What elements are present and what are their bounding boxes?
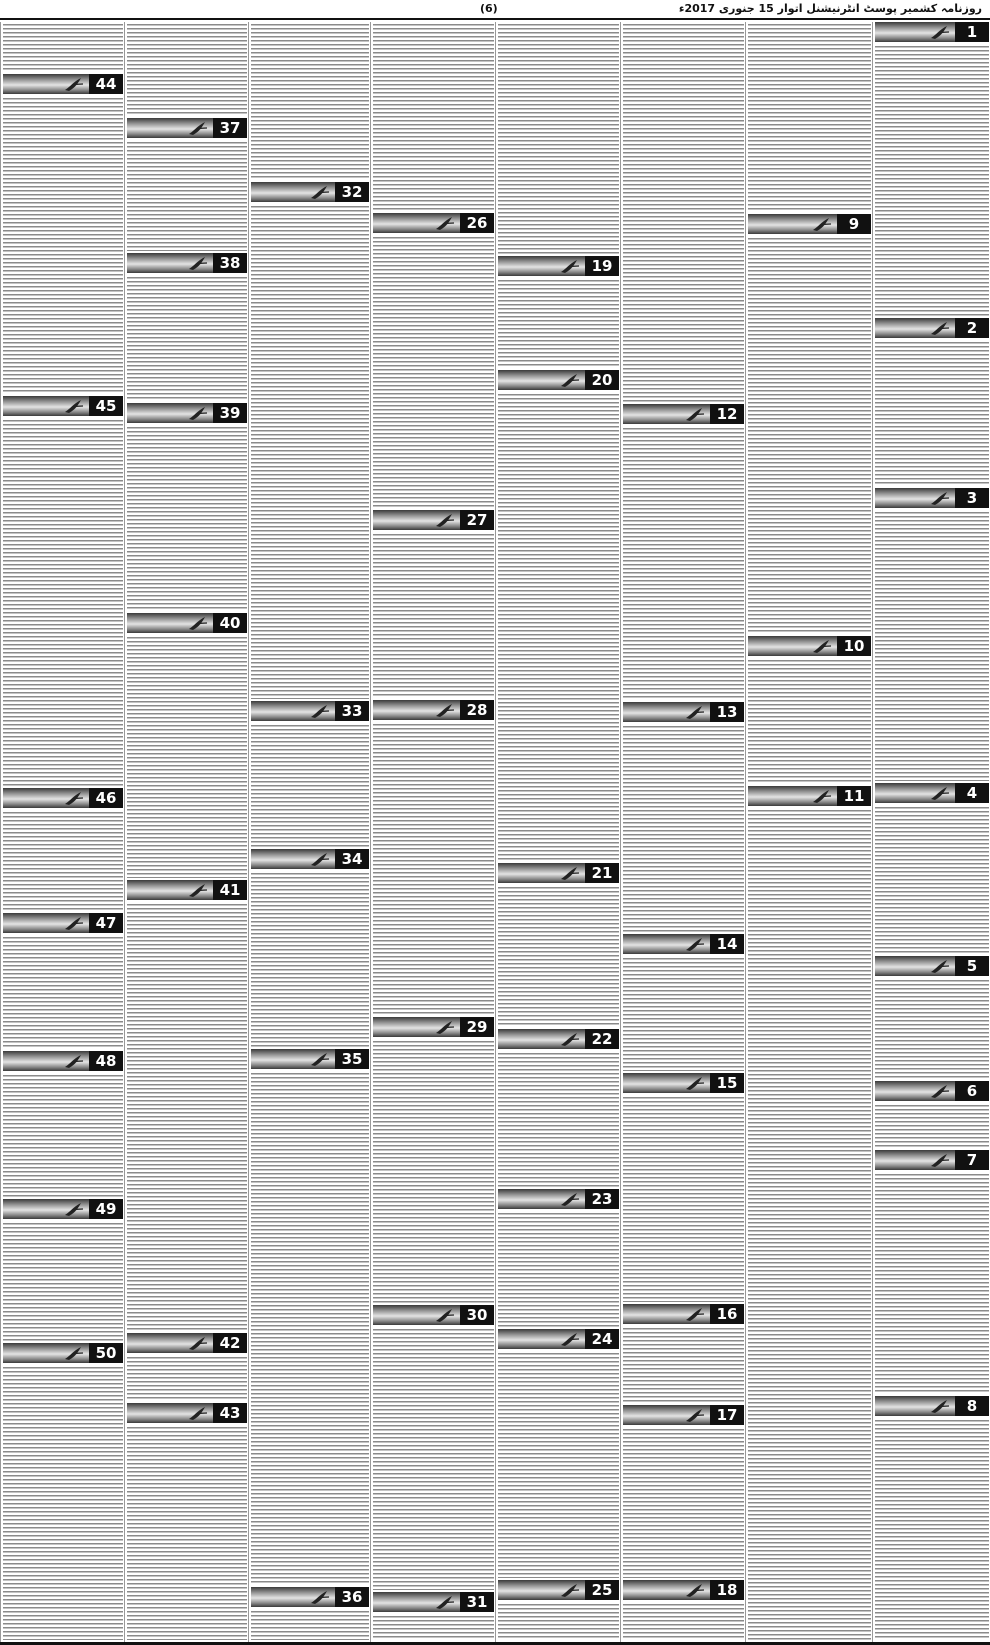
item-number: 12 [710,404,744,424]
item-header-bar [875,318,989,338]
item-number: 31 [460,1592,494,1612]
news-text-lines [251,1611,369,1640]
column-lead-text [498,22,619,256]
news-text-lines [251,24,369,180]
news-item [498,863,619,1029]
item-number: 2 [955,318,989,338]
leaf-icon [559,864,581,882]
news-item [127,613,247,880]
item-header-bar [127,118,247,138]
news-item [623,1304,744,1405]
news-item [875,1396,989,1642]
leaf-icon [309,850,331,868]
news-item [3,788,123,913]
item-number: 30 [460,1305,494,1325]
item-header-bar [3,913,123,933]
news-text-lines [127,904,247,1331]
page-number: (6) [480,2,498,15]
news-item [498,1029,619,1189]
news-text-lines [373,1616,494,1640]
news-text-lines [251,873,369,1047]
item-number: 9 [837,214,871,234]
item-header-bar [748,214,871,234]
leaf-icon [929,489,951,507]
leaf-icon [187,1404,209,1422]
leaf-icon [434,701,456,719]
news-text-lines [623,24,744,402]
item-number: 14 [710,934,744,954]
item-number: 21 [585,863,619,883]
news-text-lines [498,1604,619,1640]
leaf-icon [929,784,951,802]
news-text-lines [251,725,369,847]
leaf-icon [63,75,85,93]
leaf-icon [684,1305,706,1323]
item-number: 16 [710,1304,744,1324]
news-text-lines [3,1075,123,1197]
item-header-bar [875,22,989,42]
news-item [3,913,123,1051]
item-number: 4 [955,783,989,803]
news-text-lines [748,810,871,1640]
leaf-icon [929,1082,951,1100]
item-header-bar [373,700,494,720]
item-number: 19 [585,256,619,276]
item-header-bar [498,1029,619,1049]
item-number: 29 [460,1017,494,1037]
item-number: 17 [710,1405,744,1425]
item-header-bar [127,880,247,900]
item-number: 37 [213,118,247,138]
news-text-lines [875,1420,989,1640]
item-number: 20 [585,370,619,390]
item-number: 22 [585,1029,619,1049]
news-text-lines [498,1213,619,1327]
news-item [251,1049,369,1587]
news-text-lines [875,512,989,781]
leaf-icon [559,371,581,389]
news-item [748,214,871,636]
news-item [373,213,494,510]
news-item [373,1592,494,1642]
news-item [127,118,247,253]
news-item [373,1017,494,1305]
item-number: 26 [460,213,494,233]
news-item [127,880,247,1333]
news-item [875,318,989,488]
news-text-lines [623,1097,744,1302]
news-item [251,849,369,1049]
item-header-bar [127,613,247,633]
leaf-icon [63,1344,85,1362]
item-number: 39 [213,403,247,423]
item-number: 28 [460,700,494,720]
column-7 [124,22,249,1642]
column-lead-text [251,22,369,182]
leaf-icon [684,1406,706,1424]
news-text-lines [498,24,619,254]
column-lead-text [127,22,247,118]
leaf-icon [63,397,85,415]
column-lead-text [623,22,744,404]
leaf-icon [811,787,833,805]
item-header-bar [3,1051,123,1071]
item-number: 33 [335,701,369,721]
column-lead-text [373,22,494,213]
news-text-lines [875,807,989,954]
item-header-bar [498,370,619,390]
item-header-bar [251,182,369,202]
item-header-bar [875,1150,989,1170]
item-number: 13 [710,702,744,722]
item-header-bar [623,1073,744,1093]
leaf-icon [684,703,706,721]
leaf-icon [559,1330,581,1348]
item-header-bar [3,1343,123,1363]
item-header-bar [748,786,871,806]
news-text-lines [3,812,123,911]
leaf-icon [434,1018,456,1036]
item-number: 3 [955,488,989,508]
column-8 [0,22,125,1642]
item-header-bar [3,788,123,808]
leaf-icon [309,702,331,720]
leaf-icon [63,914,85,932]
item-number: 34 [335,849,369,869]
item-number: 43 [213,1403,247,1423]
news-item [127,253,247,403]
news-text-lines [875,1174,989,1394]
column-5 [370,22,496,1642]
news-item [3,1051,123,1199]
leaf-icon [434,214,456,232]
column-1 [872,22,990,1642]
item-number: 38 [213,253,247,273]
item-number: 11 [837,786,871,806]
leaf-icon [63,1200,85,1218]
news-item [623,404,744,702]
news-text-lines [875,980,989,1079]
news-text-lines [373,1041,494,1303]
news-text-lines [875,1105,989,1148]
item-header-bar [875,956,989,976]
news-item [748,786,871,1642]
news-item [498,370,619,863]
news-item [373,510,494,700]
news-item [251,182,369,701]
leaf-icon [187,614,209,632]
news-item [875,783,989,956]
item-number: 8 [955,1396,989,1416]
news-item [623,934,744,1073]
page-header [0,0,990,20]
news-text-lines [623,1328,744,1403]
news-item [3,1199,123,1343]
item-header-bar [623,1405,744,1425]
item-header-bar [127,253,247,273]
leaf-icon [684,405,706,423]
item-header-bar [875,488,989,508]
item-number: 36 [335,1587,369,1607]
leaf-icon [434,1593,456,1611]
news-item [373,1305,494,1592]
news-item [498,1189,619,1329]
item-header-bar [875,1081,989,1101]
column-3 [620,22,746,1642]
item-header-bar [498,863,619,883]
leaf-icon [684,935,706,953]
news-item [623,702,744,934]
item-header-bar [251,1049,369,1069]
news-text-lines [623,958,744,1071]
leaf-icon [309,1050,331,1068]
item-number: 23 [585,1189,619,1209]
news-item [251,701,369,849]
item-header-bar [373,1592,494,1612]
leaf-icon [187,1334,209,1352]
news-item [498,1329,619,1580]
item-number: 5 [955,956,989,976]
leaf-icon [929,1397,951,1415]
leaf-icon [559,1581,581,1599]
item-number: 48 [89,1051,123,1071]
item-header-bar [373,1017,494,1037]
item-header-bar [373,1305,494,1325]
item-header-bar [251,1587,369,1607]
news-text-lines [748,238,871,634]
news-text-lines [251,1073,369,1585]
leaf-icon [187,404,209,422]
news-text-lines [373,534,494,698]
news-text-lines [127,1427,247,1640]
leaf-icon [929,1151,951,1169]
news-text-lines [373,1329,494,1590]
news-text-lines [623,1604,744,1640]
item-number: 45 [89,396,123,416]
item-number: 6 [955,1081,989,1101]
leaf-icon [559,257,581,275]
item-number: 27 [460,510,494,530]
leaf-icon [309,183,331,201]
news-text-lines [127,24,247,116]
masthead-date-line: روزنامہ کشمیر پوسٹ انٹرنیشنل اتوار 15 جنوری 2017ء [678,2,982,15]
leaf-icon [63,1052,85,1070]
item-header-bar [623,404,744,424]
news-item [875,956,989,1081]
item-number: 47 [89,913,123,933]
news-text-lines [498,1053,619,1187]
column-6 [248,22,371,1642]
item-header-bar [127,403,247,423]
news-text-lines [127,277,247,401]
leaf-icon [929,957,951,975]
news-text-lines [3,937,123,1049]
item-number: 24 [585,1329,619,1349]
news-item [3,396,123,788]
leaf-icon [811,215,833,233]
leaf-icon [684,1074,706,1092]
news-text-lines [373,724,494,1015]
item-number: 1 [955,22,989,42]
news-item [875,1150,989,1396]
news-text-lines [623,428,744,700]
item-header-bar [373,510,494,530]
item-header-bar [251,849,369,869]
item-number: 41 [213,880,247,900]
news-text-lines [623,1429,744,1578]
news-text-lines [3,420,123,786]
news-item [373,700,494,1017]
news-text-lines [875,46,989,316]
leaf-icon [684,1581,706,1599]
leaf-icon [434,511,456,529]
item-header-bar [3,74,123,94]
item-header-bar [498,256,619,276]
item-number: 40 [213,613,247,633]
news-text-lines [623,726,744,932]
news-text-lines [3,24,123,72]
item-number: 10 [837,636,871,656]
news-item [623,1073,744,1304]
news-item [875,22,989,318]
item-header-bar [251,701,369,721]
news-item [251,1587,369,1642]
item-number: 50 [89,1343,123,1363]
item-number: 42 [213,1333,247,1353]
item-number: 25 [585,1580,619,1600]
item-header-bar [498,1580,619,1600]
leaf-icon [309,1588,331,1606]
leaf-icon [187,881,209,899]
news-text-lines [127,427,247,611]
item-header-bar [3,396,123,416]
news-text-lines [498,394,619,861]
news-item [748,636,871,786]
news-item [127,403,247,613]
news-item [127,1403,247,1642]
news-item [3,1343,123,1642]
news-item [3,74,123,396]
item-header-bar [373,213,494,233]
news-text-lines [498,1353,619,1578]
news-item [498,1580,619,1642]
item-header-bar [623,1580,744,1600]
column-lead-text [748,22,871,214]
column-4 [495,22,621,1642]
news-text-lines [373,237,494,508]
leaf-icon [929,319,951,337]
item-number: 46 [89,788,123,808]
news-item [498,256,619,370]
news-item [623,1580,744,1642]
news-text-lines [498,280,619,368]
item-number: 7 [955,1150,989,1170]
news-text-lines [875,342,989,486]
item-number: 15 [710,1073,744,1093]
item-header-bar [127,1403,247,1423]
news-text-lines [498,887,619,1027]
leaf-icon [187,119,209,137]
leaf-icon [63,789,85,807]
item-number: 32 [335,182,369,202]
item-header-bar [3,1199,123,1219]
news-item [875,488,989,783]
news-text-lines [3,98,123,394]
leaf-icon [811,637,833,655]
item-number: 49 [89,1199,123,1219]
item-number: 18 [710,1580,744,1600]
news-item [623,1405,744,1580]
news-text-lines [251,206,369,699]
item-header-bar [875,783,989,803]
item-header-bar [623,1304,744,1324]
item-header-bar [623,702,744,722]
news-text-lines [3,1367,123,1640]
item-header-bar [127,1333,247,1353]
news-item [127,1333,247,1403]
column-2 [745,22,873,1642]
column-lead-text [3,22,123,74]
item-header-bar [498,1189,619,1209]
news-text-lines [127,1357,247,1401]
item-header-bar [748,636,871,656]
news-text-lines [127,142,247,251]
news-text-lines [748,24,871,212]
news-item [875,1081,989,1150]
item-number: 35 [335,1049,369,1069]
item-header-bar [875,1396,989,1416]
news-text-lines [748,660,871,784]
item-header-bar [498,1329,619,1349]
news-text-lines [3,1223,123,1341]
item-number: 44 [89,74,123,94]
news-text-lines [373,24,494,211]
news-text-lines [127,637,247,878]
leaf-icon [929,23,951,41]
leaf-icon [559,1030,581,1048]
leaf-icon [187,254,209,272]
leaf-icon [559,1190,581,1208]
leaf-icon [434,1306,456,1324]
item-header-bar [623,934,744,954]
